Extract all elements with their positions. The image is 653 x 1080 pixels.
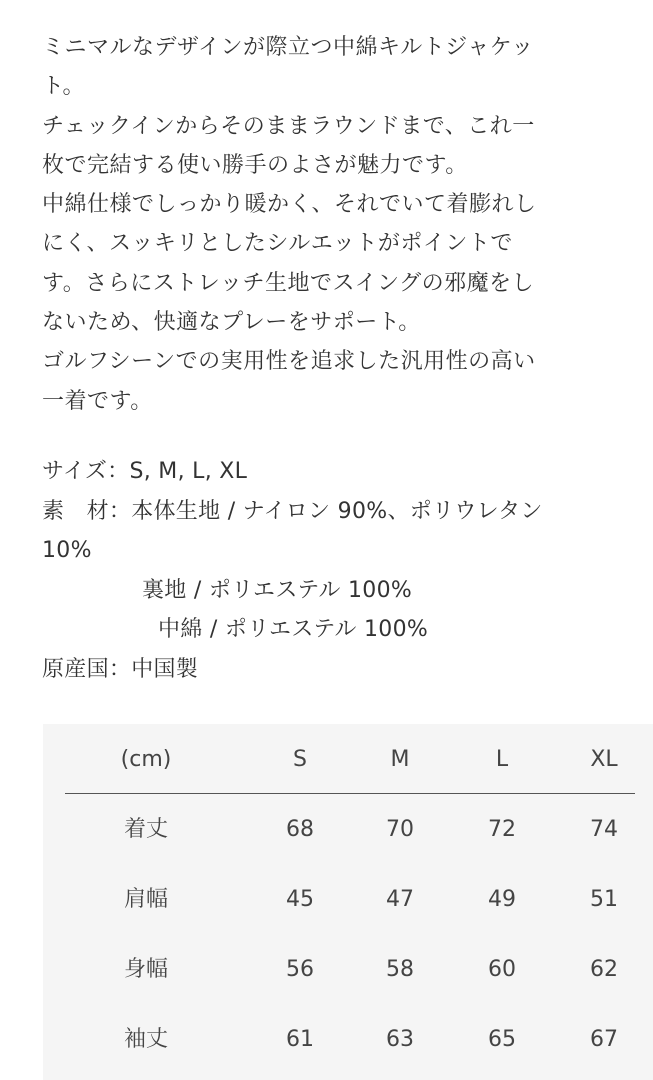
description-line: にく、スッキリとしたシルエットがポイントで (42, 231, 513, 257)
table-row (43, 880, 653, 920)
header-size-m: M (390, 747, 410, 772)
header-size-xl: XL (590, 747, 618, 772)
table-row (43, 810, 653, 850)
table-cell: 49 (488, 887, 516, 912)
table-cell: 47 (386, 887, 414, 912)
table-cell: 65 (488, 1027, 516, 1052)
description-line: ミニマルなデザインが際立つ中綿キルトジャケッ (42, 35, 534, 60)
table-header-row (43, 740, 653, 780)
product-description (42, 28, 612, 421)
description-line: ト。 (42, 74, 86, 100)
description-line: 枚で完結する使い勝手のよさが魅力です。 (42, 152, 468, 178)
table-cell: 63 (386, 1027, 414, 1052)
table-cell: 74 (590, 817, 618, 842)
table-cell: 62 (590, 957, 618, 982)
description-line: ゴルフシーンでの実用性を追求した汎用性の高い (42, 349, 536, 375)
header-size-s: S (293, 747, 307, 772)
spec-material-lining: 裏地 / ポリエステル 100% (142, 577, 413, 603)
table-cell: 61 (286, 1027, 314, 1052)
spec-material-main: 素 材：本体生地 / ナイロン 90%、ポリウレタン (42, 498, 543, 524)
table-cell: 45 (286, 887, 314, 912)
spec-size: サイズ：S, M, L, XL (42, 459, 248, 484)
header-size-l: L (495, 747, 509, 772)
description-line: チェックインからそのままラウンドまで、これ一 (42, 113, 535, 139)
header-unit: (cm) (120, 747, 172, 772)
row-label: 肩幅 (123, 887, 168, 912)
row-label: 袖丈 (123, 1027, 168, 1052)
table-header-divider (65, 793, 635, 794)
row-label: 着丈 (123, 817, 168, 842)
table-cell: 72 (488, 817, 516, 842)
row-label: 身幅 (123, 957, 168, 982)
description-line: す。さらにストレッチ生地でスイングの邪魔をし (42, 270, 535, 296)
table-cell: 68 (286, 817, 314, 842)
spec-origin: 原産国：中国製 (42, 656, 199, 682)
table-cell: 56 (286, 957, 314, 982)
size-table (43, 724, 653, 1080)
table-cell: 67 (590, 1027, 618, 1052)
description-line: ないため、快適なプレーをサポート。 (42, 310, 421, 336)
table-cell: 51 (590, 887, 618, 912)
spec-material-padding: 中綿 / ポリエステル 100% (158, 617, 429, 642)
spec-material-main-cont: 10% (42, 538, 92, 563)
table-row (43, 950, 653, 990)
product-specs (42, 452, 622, 689)
table-cell: 70 (386, 817, 414, 842)
description-line: 一着です。 (42, 388, 153, 414)
table-cell: 60 (488, 957, 516, 982)
table-cell: 58 (386, 957, 414, 982)
description-line: 中綿仕様でしっかり暖かく、それでいて着膨れし (42, 192, 537, 218)
table-row (43, 1020, 653, 1060)
